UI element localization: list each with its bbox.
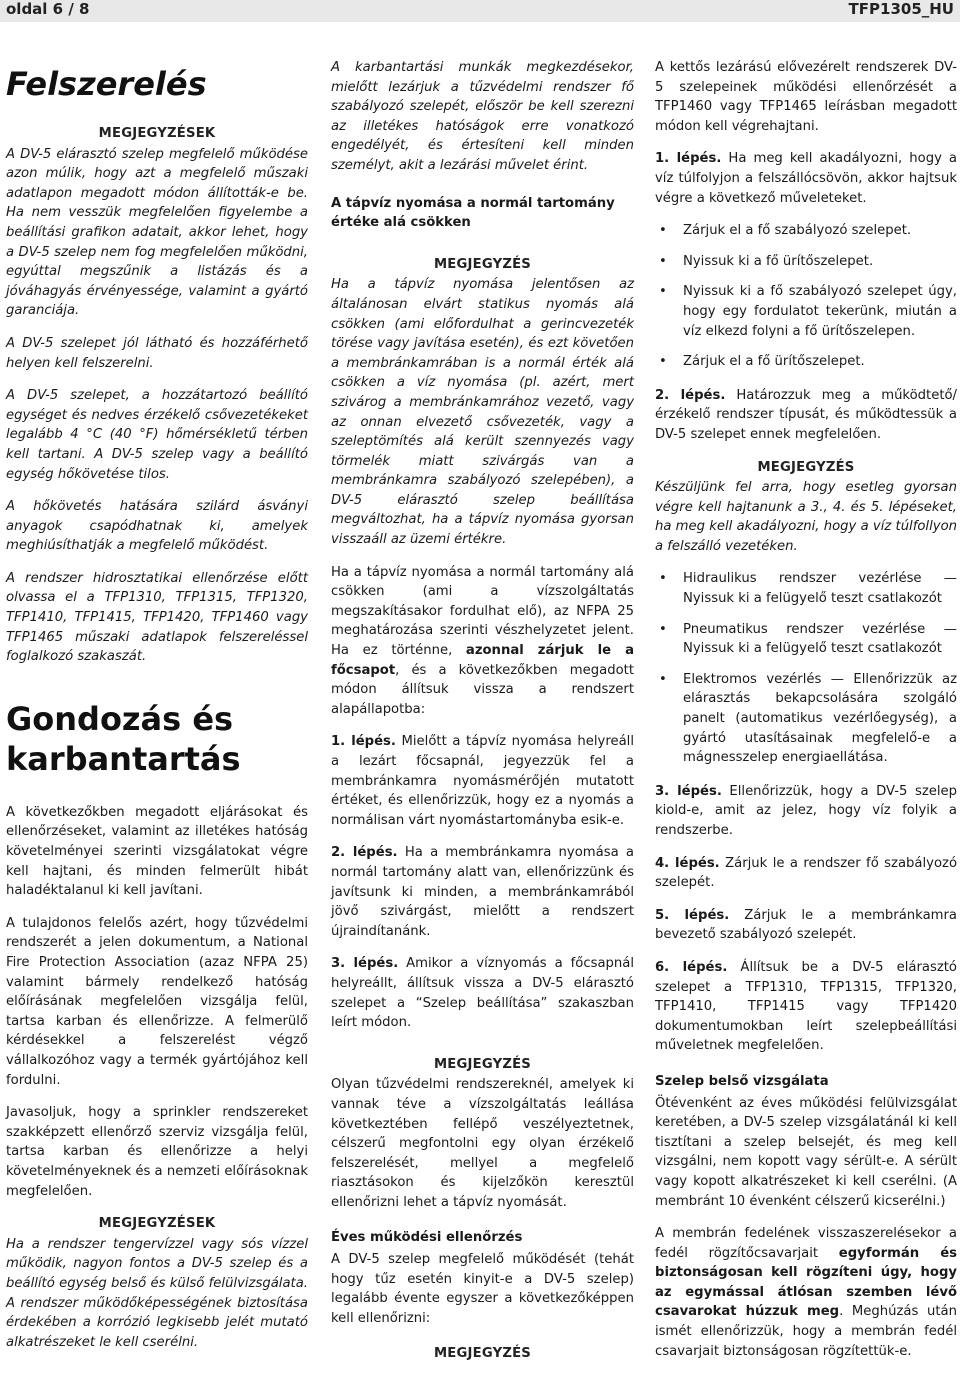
paragraph: A karbantartási munkák megkezdésekor, mielőtt lezárjuk a tűzvédelmi rendszer fő szabályozó szelepét, először be kell szerezni az illetékes hatóságok erre vonatkozó engedélyét, és értesíteni kell minden személyt, akit a lezárási művelet érint. (331, 60, 634, 173)
step-label: 5. lépés. (655, 907, 730, 923)
section-title-installation: Felszerelés (6, 65, 207, 103)
paragraph (655, 1224, 957, 1361)
emphasis-text: azonnal zárjuk le a főcsapot (331, 643, 634, 678)
text-run: Ha a tápvíz nyomása a normál tartomány alá csökken (ami a vízszolgáltatás megszakításakor fordulhat elő), az NFPA 25 meghatározása szerinti vészhelyzetet jelent. Ha ez történne, (331, 564, 634, 659)
page-header (0, 0, 960, 22)
column-2 (331, 58, 634, 1365)
bullet-list (655, 569, 957, 767)
step-label: 3. lépés. (655, 783, 722, 799)
step (655, 149, 957, 208)
note-label: MEGJEGYZÉSEK (98, 1216, 216, 1232)
step-label: 4. lépés. (655, 855, 720, 871)
paragraph: Ötévenként az éves működési felülvizsgálat keretében, a DV-5 szelep vizsgálatánál ki kell tisztítani a szelep belsejét, és meg kell vizsgálni, nem kopott vagy sérült-e. A sérült vagy kopott alkatrészeket ki kell cserélni. (A membránt 10 évenként célszerű kicserélni.) (655, 1095, 957, 1209)
subsection-heading: A tápvíz nyomása a normál tartomány értéke alá csökken (331, 195, 615, 231)
step-text: Ellenőrizzük, hogy a DV-5 szelep kiold-e, amit az jelez, hogy víz folyik a rendszerbe. (655, 783, 958, 838)
step-text: Ha meg kell akadályozni, hogy a víz túlfolyjon a felszállócsövön, akkor hajtsuk végre a következő műveleteket. (655, 151, 958, 206)
step-label: 1. lépés. (655, 151, 722, 167)
list-item: • Zárjuk el a fő ürítőszelepet. (655, 352, 957, 372)
paragraph: A DV-5 szelepet jól látható és hozzáférhető helyen kell felszerelni. (6, 335, 308, 371)
page-number: oldal 6 / 8 (6, 0, 90, 18)
paragraph: Javasoljuk, hogy a sprinkler rendszereket szakképzett ellenőrző szerviz vizsgálja felül, tartsa karban és ellenőrizze a helyi követelményeknek és a nemzeti előírásoknak megfelelően. (6, 1105, 308, 1199)
bullet-list (655, 221, 957, 372)
step (655, 906, 957, 945)
text-run: , és a következőkben megadott módon állítsuk vissza a rendszert alapállapotba: (331, 662, 634, 717)
step-text: Zárjuk le a rendszer fő szabályozó szelepét. (655, 855, 958, 891)
note-label: MEGJEGYZÉS (757, 459, 855, 475)
step (655, 386, 957, 445)
note-text: Ha a tápvíz nyomása jelentősen az általánosan elvárt statikus nyomás alá csökken (ami előfordulhat a gerincvezeték törése vagy javítása esetén), és ezt követően a membránkamrában is a normál érték alá csökken a víz nyomása (pl. azért, mert szivárog a membránkamrához vezető, vagy az onnan elvezető csővezeték, vagy a szeleptömítés alá került szennyezés vagy törmelék miatt szivárgás van a membránkamra szabályozó szelepében), a DV-5 elárasztó szelep beállítása megváltozhat, ha a tápvíz nyomása gyorsan visszaáll az üzemi értékre. (331, 277, 634, 548)
step-text: Zárjuk le a membránkamra bevezető szabályozó szelepét. (655, 907, 957, 943)
note-text: Készüljünk fel arra, hogy esetleg gyorsan végre kell hajtanunk a 3., 4. és 5. lépéseket, ha meg kell akadályozni, hogy a víz túlfollyon a felszálló vezetéken. (655, 480, 957, 554)
note-label: MEGJEGYZÉS (433, 1056, 532, 1072)
list-item: • Hidraulikus rendszer vezérlése — Nyissuk ki a felügyelő teszt csatlakozót (655, 569, 957, 608)
text-run: . Meghúzás után ismét ellenőrizzük, hogy a membrán fedél csavarjait biztonságosan rögzítettük-e. (655, 1304, 957, 1359)
step (655, 782, 957, 841)
step (655, 854, 957, 893)
note-label: MEGJEGYZÉS (433, 1346, 532, 1362)
paragraph: A hőkövetés hatására szilárd ásványi anyagok csapódhatnak ki, amelyek meghiúsíthatják a megfelelő működést. (6, 499, 308, 554)
step-label: 1. lépés. (331, 734, 396, 750)
step-text: Ha a membránkamra nyomása a normál tartomány alatt van, ellenőrizzünk és javítsunk ki minden, a membránkamrából jövő szivárgást, mielőtt a rendszert újraindítanánk. (331, 845, 635, 939)
note-label: MEGJEGYZÉSEK (98, 126, 216, 141)
list-item: • Pneumatikus rendszer vezérlése — Nyissuk ki a felügyelő teszt csatlakozót (655, 620, 957, 659)
list-item: • Nyissuk ki a fő ürítőszelepet. (655, 252, 957, 272)
paragraph: A DV-5 szelepet, a hozzátartozó beállító egységet és nedves érzékelő csővezetékeket legalább 4 °C (40 °F) hőmérsékletű térben kell tartani. A DV-5 szelep vagy a beállító egység hőkövetése tilos. (6, 388, 308, 482)
paragraph (331, 563, 634, 720)
section-title-maintenance: Gondozás és karbantartás (6, 699, 241, 778)
text-run: A membrán fedelének visszaszerelésekor a fedél rögzítőcsavarjait (655, 1226, 957, 1261)
paragraph: A DV-5 szelep megfelelő működését (tehát hogy tűz esetén kinyit-e a DV-5 szelep) legalább évente egyszer a következőképpen kell ellenőrizni: (331, 1252, 634, 1326)
subsection-heading: Éves működési ellenőrzés (331, 1230, 523, 1246)
list-item: • Zárjuk el a fő szabályozó szelepet. (655, 221, 957, 241)
step-text: Állítsuk be a DV-5 elárasztó szelepet a TFP1310, TFP1315, TFP1320, TFP1410, TFP1415 vagy TFP1420 dokumentumokban leírt szelepbeállítási műveletnek megfelelően. (655, 959, 957, 1054)
step (655, 958, 957, 1056)
emphasis-text: egyformán és biztonságosan kell rögzíteni úgy, hogy az egymással átlósan szemben lévő csavarokat húzzuk meg (655, 1245, 957, 1320)
step-text: Amikor a víznyomás a főcsapnál helyreállt, állítsuk vissza a DV-5 elárasztó szelepet a “Szelep beállítása” szakaszban leírt módon. (331, 956, 634, 1031)
paragraph: A kettős lezárású elővezérelt rendszerek DV-5 szelepeinek működési ellenőrzését a TFP1460 vagy TFP1465 leírásban megadott módon kell végrehajtani. (655, 60, 957, 134)
step-text: Határozzuk meg a működtető/ érzékelő rendszer típusát, és működtessük a DV-5 szelepet ennek megfelelően. (655, 387, 958, 442)
paragraph: A tulajdonos felelős azért, hogy tűzvédelmi rendszerét a jelen dokumentum, a National Fire Protection Association (azaz NFPA 25) valamint bármely rendelkező hatóság előírásának megfelelően vizsgálja felül, tartsa karban és ellenőrizze. A felmerülő kérdésekkel a felszerelést végző vállalkozóhoz vagy a termék gyártójához kell fordulni. (6, 915, 308, 1088)
paragraph: A következőkben megadott eljárásokat és ellenőrzéseket, valamint az illetékes hatóság követelményei szerinti vizsgálatokat végre kell hajtani, és minden felmerült hibát haladéktalanul ki kell javítani. (6, 804, 308, 899)
step (331, 843, 634, 941)
step (331, 732, 634, 830)
column-1 (6, 58, 308, 1365)
column-3 (655, 58, 957, 1374)
step-label: 2. lépés. (655, 387, 726, 403)
step-label: 2. lépés. (331, 845, 398, 861)
step (331, 954, 634, 1032)
step-label: 3. lépés. (331, 956, 399, 972)
note-text: A DV-5 elárasztó szelep megfelelő működése azon múlik, hogy azt a megfelelő műszaki adatlapon megadott módon állították-e be. Ha nem vesszük megfelelően figyelembe a beállítási grafikon adatait, akkor lehet, hogy a DV-5 szelep nem fog megfelelően működni, egyúttal megszűnik a listázás és a jóváhagyás érvényessége, valamint a gyártó garanciája. (6, 146, 308, 319)
subsection-heading: Szelep belső vizsgálata (655, 1073, 829, 1089)
paragraph: A rendszer hidrosztatikai ellenőrzése előtt olvassa el a TFP1310, TFP1315, TFP1320, TFP1410, TFP1415, TFP1420, TFP1460 vagy TFP1465 műszaki adatlapok felszereléssel foglalkozó szakaszát. (6, 570, 308, 665)
list-item: • Elektromos vezérlés — Ellenőrizzük az elárasztás bekapcsolására szolgáló panelt (automatikus vezérlőegység), a gyártó utasításainak megfelelő-e a mágnesszelep energiaellátása. (655, 670, 957, 768)
note-text: Olyan tűzvédelmi rendszereknél, amelyek ki vannak téve a vízszolgáltatás leállása következtében fellépő veszélyeztetnek, célszerű megfontolni egy olyan érzékelő felszerelését, mellyel a megfelelő riasztásokon és kijelzőkön keresztül ellenőrizni lehet a tápvíz nyomását. (331, 1077, 634, 1210)
document-id: TFP1305_HU (848, 0, 954, 18)
note-text: Ha a rendszer tengervízzel vagy sós vízzel működik, nagyon fontos a DV-5 szelep és a beállító egység belső és külső felülvizsgálata. A rendszer működőképességének biztosítása érdekében a korrózió legkisebb jelét mutató alkatrészeket le kell cserélni. (6, 1236, 308, 1350)
note-label: MEGJEGYZÉS (433, 256, 532, 272)
list-item: • Nyissuk ki a fő szabályozó szelepet úgy, hogy egy fordulatot tekerünk, miután a víz elkezd folyni a fő ürítőszelepen. (655, 282, 957, 341)
step-label: 6. lépés. (655, 959, 728, 975)
step-text: Mielőtt a tápvíz nyomása helyreáll a lezárt főcsapnál, jegyezzük fel a membránkamra nyomásmérőjén mutatott értéket, és ellenőrizzük, hogy ez a nyomás a normálisan várt nyomástartományba esik-e. (331, 734, 634, 828)
